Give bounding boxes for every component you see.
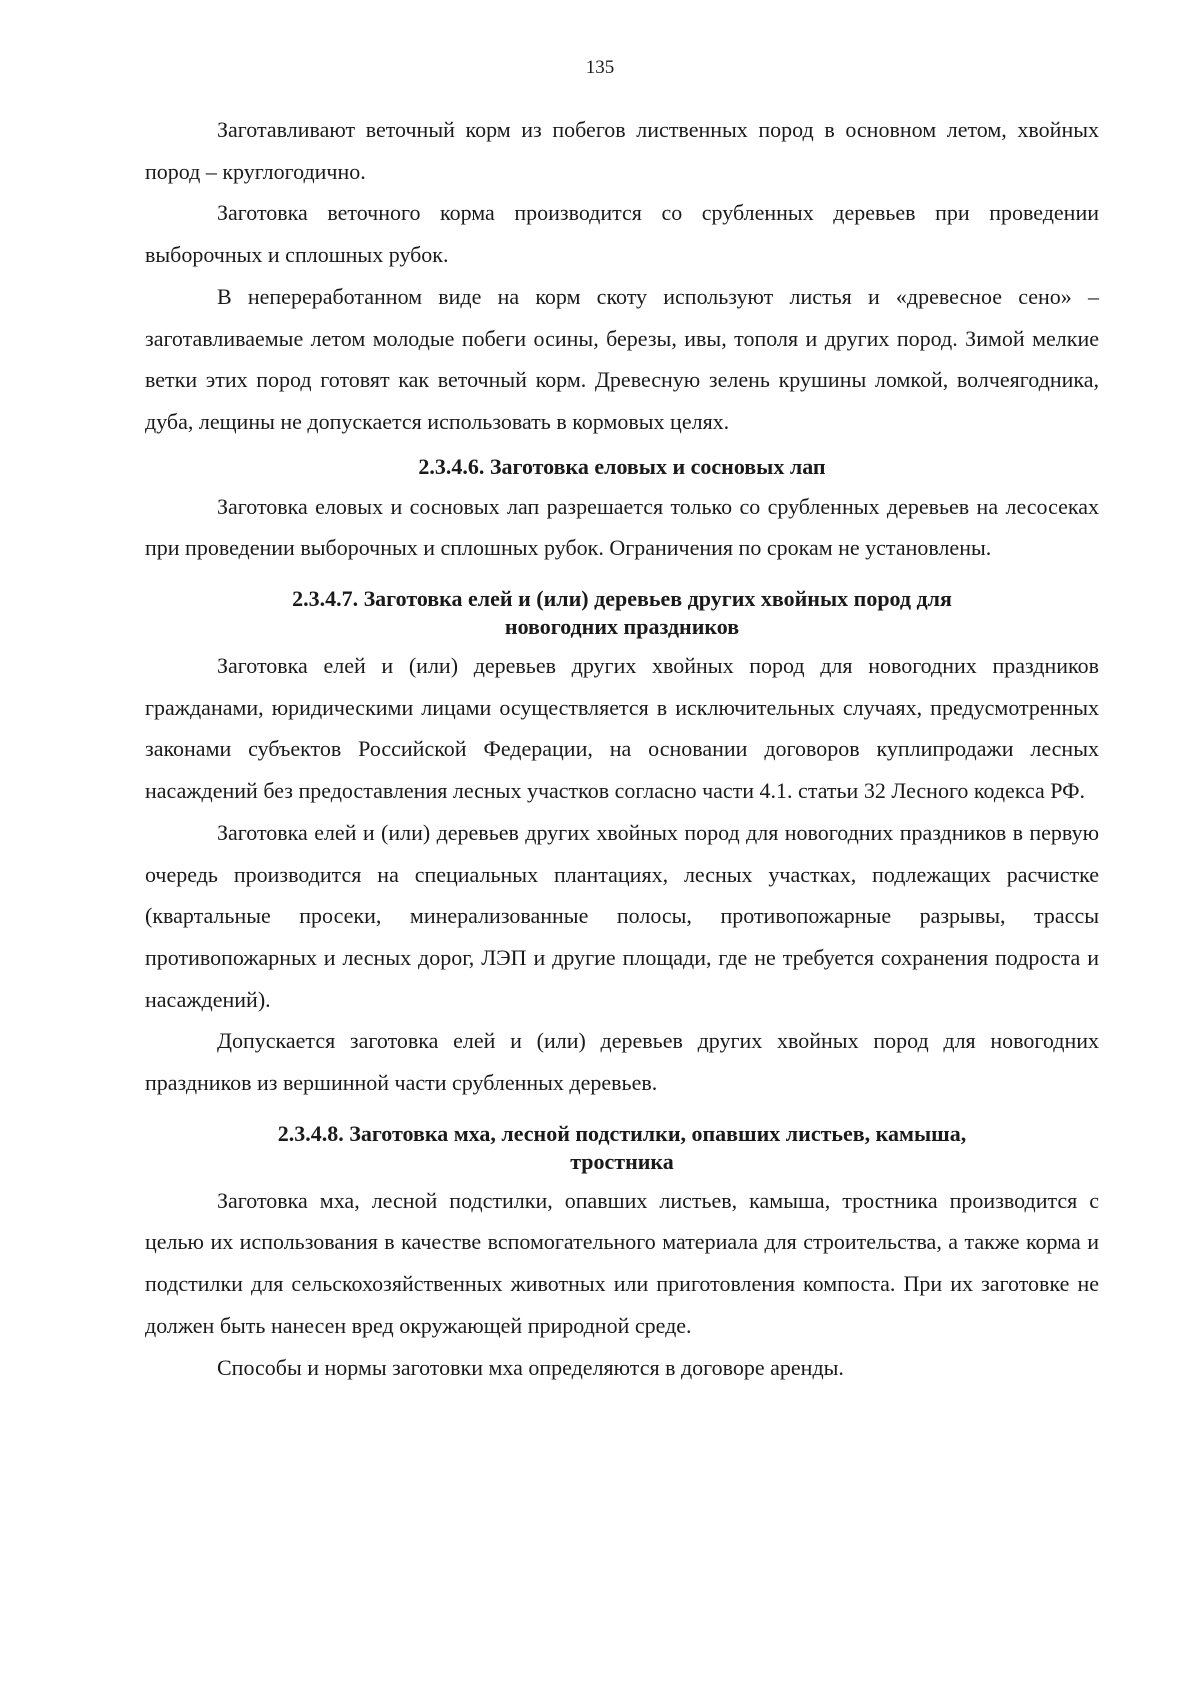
page-body (145, 109, 1099, 1388)
paragraph: Заготовка елей и (или) деревьев других хвойных пород для новогодних праздников в первую очередь производится на специальных плантациях, лесных участках, подлежащих расчистке (квартальные просеки, минерализованные полосы, противопожарные разрывы, трассы противопожарных и лесных дорог, ЛЭП и другие площади, где не требуется сохранения подроста и насаждений). (145, 819, 1099, 1012)
paragraph: Заготовка веточного корма производится со срубленных деревьев при проведении выборочных и сплошных рубок. (145, 200, 1099, 268)
section-heading (145, 1104, 1099, 1180)
paragraph: Заготовка мха, лесной подстилки, опавших листьев, камыша, тростника производится с целью их использования в качестве вспомогательного материала для строительства, а также корма и подстилки для сельскохозяйственных животных или приготовления компоста. При их заготовке не должен быть нанесен вред окружающей природной среде. (145, 1187, 1099, 1338)
section-heading-line: 2.3.4.8. Заготовка мха, лесной подстилки, опавших листьев, камыша, (277, 1120, 967, 1146)
paragraph: Заготавливают веточный корм из побегов лиственных пород в основном летом, хвойных пород – круглогодично. (145, 117, 1099, 184)
paragraph: Заготовка еловых и сосновых лап разрешается только со срубленных деревьев на лесосеках при проведении выборочных и сплошных рубок. Ограничения по срокам не установлены. (145, 493, 1099, 561)
section-heading-line: 2.3.4.6. Заготовка еловых и сосновых лап (418, 453, 826, 479)
section-heading-line: 2.3.4.7. Заготовка елей и (или) деревьев других хвойных пород для (292, 586, 952, 612)
section-heading-line: тростника (570, 1148, 674, 1174)
section-heading (145, 569, 1099, 645)
page-number: 135 (585, 57, 615, 78)
paragraph: В непереработанном виде на корм скоту используют листья и «древесное сено» – заготавливаемые летом молодые побеги осины, березы, ивы, тополя и других пород. Зимой мелкие ветки этих пород готовят как веточный корм. Древесную зелень крушины ломкой, волчеягодника, дуба, лещины не допускается использовать в кормовых целях. (145, 283, 1099, 434)
section-heading-line: новогодних праздников (504, 614, 740, 640)
paragraph: Заготовка елей и (или) деревьев других хвойных пород для новогодних праздников гражданами, юридическими лицами осуществляется в исключительных случаях, предусмотренных законами субъектов Российской Федерации, на основании договоров куплипродажи лесных насаждений без предоставления лесных участков согласно части 4.1. статьи 32 Лесного кодекса РФ. (145, 653, 1099, 804)
section-heading (145, 443, 1099, 486)
paragraph: Допускается заготовка елей и (или) деревьев других хвойных пород для новогодних праздников из вершинной части срубленных деревьев. (145, 1028, 1099, 1096)
paragraph: Способы и нормы заготовки мха определяются в договоре аренды. (217, 1354, 844, 1380)
